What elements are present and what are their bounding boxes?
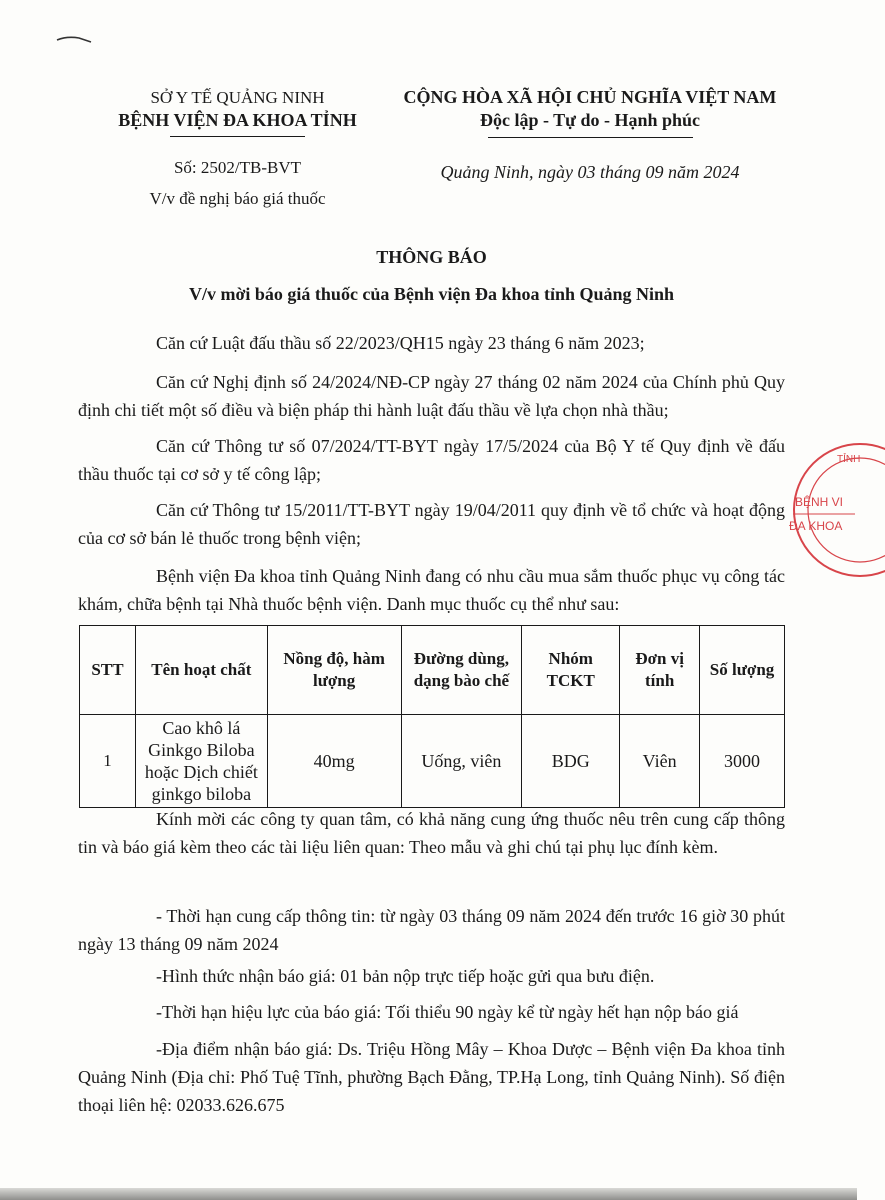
table-header-row — [80, 626, 785, 715]
legal-basis-1 — [78, 329, 785, 357]
subject-short: V/v đề nghị báo giá thuốc — [149, 189, 326, 208]
th-group: Nhóm TCKT — [522, 626, 620, 715]
notice-title: THÔNG BÁO — [376, 247, 487, 267]
cell-route-form: Uống, viên — [401, 715, 522, 808]
th-route-form: Đường dùng, dạng bào chế — [401, 626, 522, 715]
legal-basis-1-text: Căn cứ Luật đấu thầu số 22/2023/QH15 ngày 23 tháng 6 năm 2023; — [156, 333, 645, 353]
legal-basis-3-text: Căn cứ Thông tư số 07/2024/TT-BYT ngày 17/5/2024 của Bộ Y tế Quy định về đấu thầu thuốc tại cơ sở y tế công lập; — [78, 436, 785, 484]
cell-group: BDG — [522, 715, 620, 808]
national-motto: Độc lập - Tự do - Hạnh phúc — [479, 110, 701, 130]
quote-validity-text: -Thời hạn hiệu lực của báo giá: Tối thiểu 90 ngày kể từ ngày hết hạn nộp báo giá — [156, 1002, 739, 1022]
legal-basis-2 — [78, 368, 785, 424]
th-active-ingredient: Tên hoạt chất — [135, 626, 267, 715]
cell-active-ingredient: Cao khô lá Ginkgo Biloba hoặc Dịch chiết ginkgo biloba — [135, 715, 267, 808]
drug-table — [79, 625, 785, 808]
doc-number: Số: 2502/TB-BVT — [173, 158, 302, 177]
th-concentration: Nồng độ, hàm lượng — [267, 626, 401, 715]
scan-bottom-edge — [0, 1188, 857, 1200]
cell-concentration: 40mg — [267, 715, 401, 808]
invitation-paragraph — [78, 805, 785, 861]
quote-location-text: -Địa điểm nhận báo giá: Ds. Triệu Hồng Mây – Khoa Dược – Bệnh viện Đa khoa tỉnh Quảng Ninh (Địa chỉ: Phố Tuệ Tĩnh, phường Bạch Đằng, TP.Hạ Long, tỉnh Quảng Ninh). Số điện thoại liên hệ: 02033.626.675 — [78, 1039, 785, 1115]
motto-underline — [488, 137, 693, 138]
quote-validity — [78, 998, 785, 1026]
legal-basis-2-text: Căn cứ Nghị định số 24/2024/NĐ-CP ngày 27 tháng 02 năm 2024 của Chính phủ Quy định chi tiết một số điều và biện pháp thi hành luật đấu thầu về lựa chọn nhà thầu; — [78, 372, 785, 420]
org-underline — [170, 136, 305, 137]
quote-method — [78, 962, 785, 990]
th-unit: Đơn vị tính — [620, 626, 700, 715]
info-deadline-text: - Thời hạn cung cấp thông tin: từ ngày 03 tháng 09 năm 2024 đến trước 16 giờ 30 phút ngày 13 tháng 09 năm 2024 — [78, 906, 785, 954]
place-date: Quảng Ninh, ngày 03 tháng 09 năm 2024 — [440, 162, 740, 182]
stamp-text-line2: ĐA KHOA — [789, 519, 843, 533]
stamp-text-line1: BỆNH VI — [795, 495, 844, 509]
country-name: CỘNG HÒA XÃ HỘI CHỦ NGHĨA VIỆT NAM — [403, 87, 777, 107]
invitation-text: Kính mời các công ty quan tâm, có khả năng cung ứng thuốc nêu trên cung cấp thông tin và báo giá kèm theo các tài liệu liên quan: Theo mẫu và ghi chú tại phụ lục đính kèm. — [78, 809, 785, 857]
th-quantity: Số lượng — [700, 626, 785, 715]
org-name: BỆNH VIỆN ĐA KHOA TỈNH — [118, 110, 357, 130]
legal-basis-3 — [78, 432, 785, 488]
scan-mark — [55, 34, 95, 44]
cell-stt: 1 — [80, 715, 136, 808]
cell-unit: Viên — [620, 715, 700, 808]
info-deadline — [78, 902, 785, 958]
quote-location — [78, 1035, 785, 1119]
legal-basis-4 — [78, 496, 785, 552]
org-parent: SỞ Y TẾ QUẢNG NINH — [150, 88, 325, 107]
th-stt: STT — [80, 626, 136, 715]
quote-method-text: -Hình thức nhận báo giá: 01 bản nộp trực tiếp hoặc gửi qua bưu điện. — [156, 966, 655, 986]
purchase-need — [78, 562, 785, 618]
purchase-need-text: Bệnh viện Đa khoa tỉnh Quảng Ninh đang có nhu cầu mua sắm thuốc phục vụ công tác khám, chữa bệnh tại Nhà thuốc bệnh viện. Danh mục thuốc cụ thể như sau: — [78, 566, 785, 614]
stamp-text-top: TỈNH — [837, 454, 861, 465]
notice-subtitle: V/v mời báo giá thuốc của Bệnh viện Đa khoa tỉnh Quảng Ninh — [188, 284, 675, 304]
cell-quantity: 3000 — [700, 715, 785, 808]
table-row — [80, 715, 785, 808]
legal-basis-4-text: Căn cứ Thông tư 15/2011/TT-BYT ngày 19/04/2011 quy định về tổ chức và hoạt động của cơ sở bán lẻ thuốc trong bệnh viện; — [78, 500, 785, 548]
hospital-stamp — [775, 440, 885, 580]
